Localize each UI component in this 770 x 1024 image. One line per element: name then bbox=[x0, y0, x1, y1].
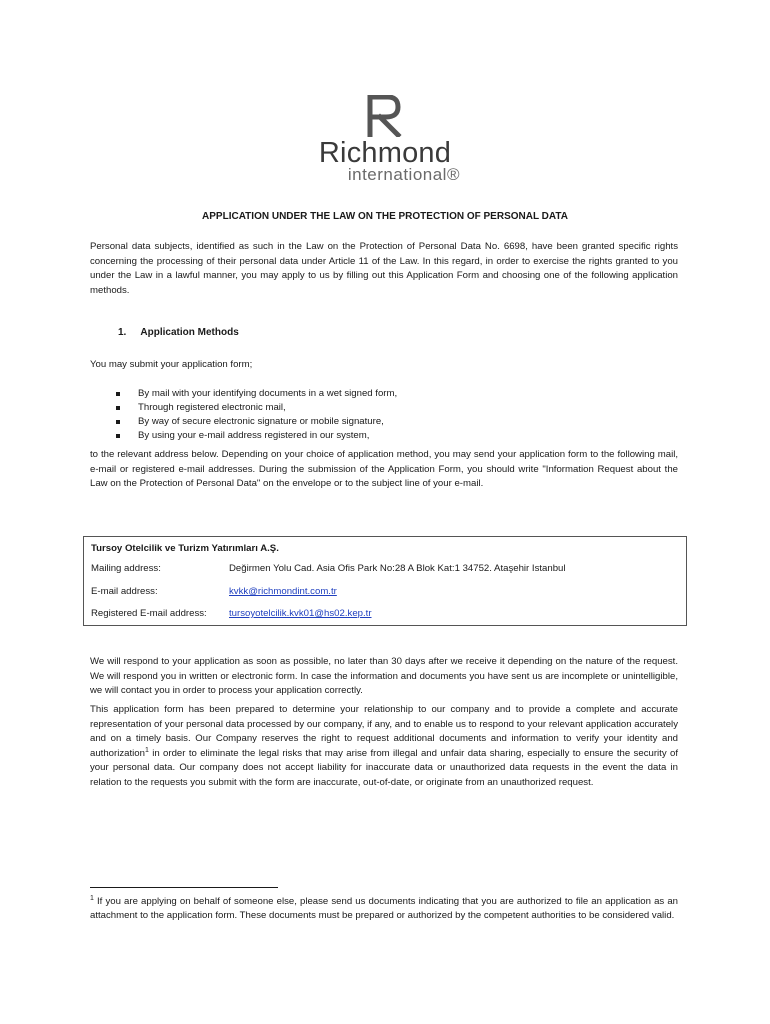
company-contact-box bbox=[83, 536, 687, 626]
response-paragraph: We will respond to your application as soon as possible, no later than 30 days after we receive it depending on the nature of the request. We will respond you in written or electronic form. In case the information and documents you have sent us are incomplete or unintelligible, we will contact you in order to process your application correctly. bbox=[90, 656, 678, 696]
section-heading bbox=[118, 327, 239, 338]
bullet-icon bbox=[116, 392, 120, 396]
section-title: Application Methods bbox=[140, 327, 239, 338]
bullet-icon bbox=[116, 434, 120, 438]
purpose-paragraph: This application form has been prepared to determine your relationship to our company and to provide a complete and accurate representation of your personal data processed by our company, if any, and to enable us to respond to your relevant application accurately and on a timely basis. Our Company reserves the right to request additional documents and information to verify your identity and authorization$^1$ in order to eliminate the legal risks that may arise from illegal and unfair data sharing, especially to ensure the security of your personal data. Our company does not accept liability for inaccurate data or unauthorized data requests in the event the data in relation to the requests you submit with the form are inaccurate, out-of-date, or originate from an unauthorized request. bbox=[90, 704, 678, 788]
footnote-ref: 1 bbox=[144, 746, 149, 754]
submit-intro: You may submit your application form; bbox=[90, 359, 253, 370]
logo-sub-text: international® bbox=[347, 165, 460, 184]
bullet-icon bbox=[116, 420, 120, 424]
document-title: APPLICATION UNDER THE LAW ON THE PROTECTION OF PERSONAL DATA bbox=[202, 211, 568, 222]
methods-list bbox=[112, 387, 397, 443]
richmond-logo bbox=[310, 95, 460, 185]
email-label: E-mail address: bbox=[91, 586, 158, 597]
logo-brand-text: Richmond bbox=[318, 137, 452, 169]
list-item: By way of secure electronic signature or mobile signature, bbox=[112, 415, 397, 429]
footnote-divider bbox=[90, 887, 278, 888]
email-link[interactable]: kvkk@richmondint.com.tr bbox=[229, 586, 337, 597]
mailing-address: Değirmen Yolu Cad. Asia Ofis Park No:28 A Blok Kat:1 34752. Ataşehir Istanbul bbox=[229, 563, 566, 574]
r-monogram-icon bbox=[310, 95, 460, 137]
registered-email-label: Registered E-mail address: bbox=[91, 608, 207, 619]
footnote-number: 1 bbox=[90, 894, 94, 902]
bullet-icon bbox=[116, 406, 120, 410]
intro-paragraph: Personal data subjects, identified as such in the Law on the Protection of Personal Data No. 6698, have been granted specific rights concerning the processing of their personal data under Article 11 of the Law. In this regard, in order to exercise the rights granted to you under the Law in a lawful manner, you may apply to us by filling out this Application Form and choosing one of the following application methods. bbox=[90, 241, 678, 296]
mailing-label: Mailing address: bbox=[91, 563, 161, 574]
list-item: By using your e-mail address registered in our system, bbox=[112, 429, 397, 443]
footnote: $^1$ If you are applying on behalf of someone else, please send us documents indicating that you are authorized to file an application as an attachment to the application form. These documents must be prepared or authorized by the competent authorities to be considered valid. bbox=[90, 894, 678, 921]
registered-email-link[interactable]: tursoyotelcilik.kvk01@hs02.kep.tr bbox=[229, 608, 372, 619]
section-number: 1. bbox=[118, 327, 127, 338]
list-item: By mail with your identifying documents in a wet signed form, bbox=[112, 387, 397, 401]
list-item: Through registered electronic mail, bbox=[112, 401, 397, 415]
company-name: Tursoy Otelcilik ve Turizm Yatırımları A.Ş. bbox=[91, 543, 279, 554]
after-methods-paragraph: to the relevant address below. Depending on your choice of application method, you may send your application form to the following mail, e-mail or registered e-mail addresses. During the submission of the Application Form, you should write "Information Request about the Law on the Protection of Personal Data" on the envelope or to the subject line of your e-mail. bbox=[90, 449, 678, 489]
